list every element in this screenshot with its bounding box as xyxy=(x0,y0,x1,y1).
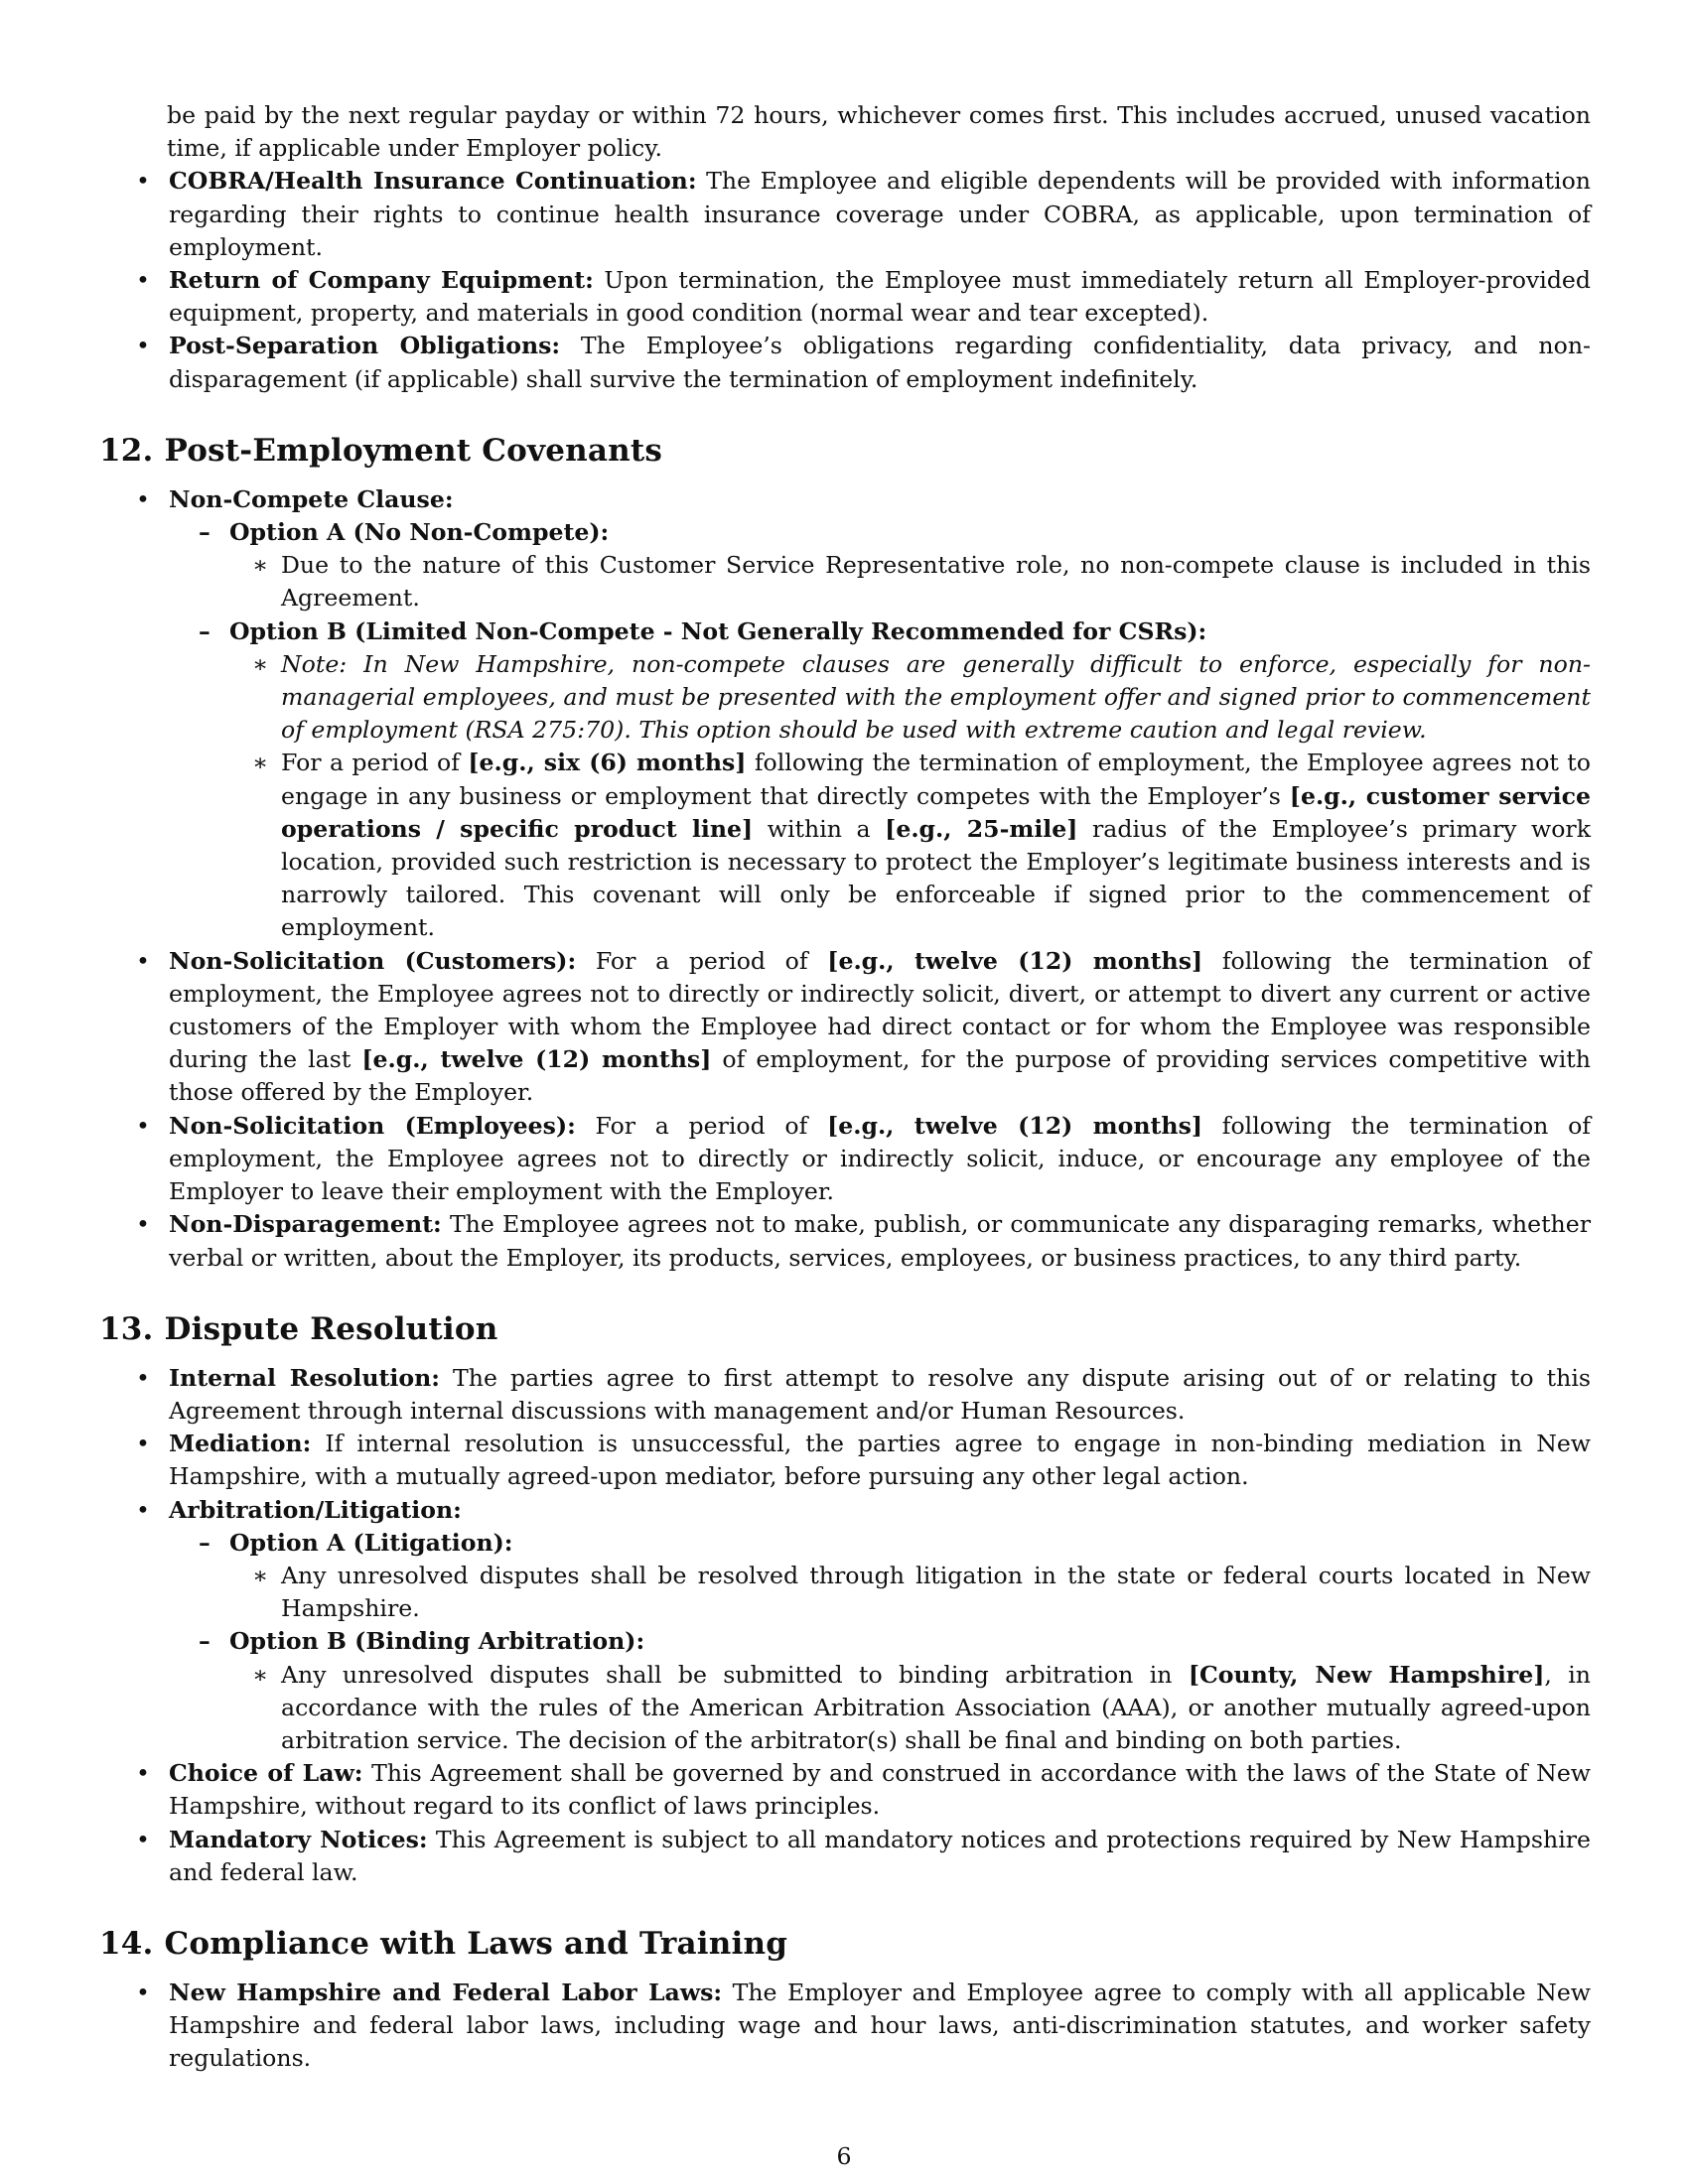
option-label: Option B (Limited Non-Compete - Not Generally Recommended for CSRs): xyxy=(229,616,1207,645)
sub-item xyxy=(281,1659,1591,1758)
item-text: The Employee’s obligations regarding confidentiality, data privacy, and non-disparagement (if applicable) shall survive the termination of employment indefinitely. xyxy=(169,332,1591,393)
section-14-list xyxy=(167,1977,1591,2076)
item-lead: Internal Resolution: xyxy=(169,1363,440,1392)
list-item xyxy=(167,1824,1591,1889)
list-item xyxy=(167,1110,1591,1209)
list-item xyxy=(167,165,1591,264)
item-lead: Arbitration/Litigation: xyxy=(169,1495,462,1524)
option-item xyxy=(229,516,1591,615)
option-list xyxy=(229,516,1591,945)
sub-item xyxy=(281,747,1591,944)
item-text: The Employee agrees not to make, publish, or communicate any disparaging remarks, whether verbal or written, about the Employer, its products, services, employees, or business practices, to any third party. xyxy=(169,1210,1591,1272)
list-item xyxy=(167,1208,1591,1274)
section-13 xyxy=(99,1309,1591,1889)
item-lead: Return of Company Equipment: xyxy=(169,266,594,295)
item-lead: Non-Compete Clause: xyxy=(169,484,454,513)
list-item xyxy=(167,1757,1591,1823)
text-run: For a period of xyxy=(576,946,828,975)
section-12-list xyxy=(167,483,1591,1275)
text-run: within a xyxy=(753,814,886,843)
item-lead: Non-Solicitation (Customers): xyxy=(169,946,577,975)
text-run: , in accordance with the rules of the American Arbitration Association (AAA), or another mutually agreed-upon arbitration service. The decision of the arbitrator(s) shall be final and binding on both parties. xyxy=(281,1660,1591,1754)
document-body xyxy=(99,99,1592,2076)
section-13-list xyxy=(167,1362,1591,1889)
list-item xyxy=(167,1977,1591,2076)
option-item xyxy=(229,1527,1591,1626)
placeholder: [e.g., 25-mile] xyxy=(885,814,1078,843)
page-number: 6 xyxy=(836,2142,852,2170)
item-lead: Mandatory Notices: xyxy=(169,1825,428,1853)
option-item xyxy=(229,615,1591,945)
list-item xyxy=(167,1494,1591,1758)
placeholder: [e.g., twelve (12) months] xyxy=(827,946,1203,975)
text-run: For a period of xyxy=(575,1111,828,1140)
list-item xyxy=(167,945,1591,1110)
placeholder: [e.g., twelve (12) months] xyxy=(361,1045,712,1074)
list-item xyxy=(167,330,1591,395)
item-text: The Employee and eligible dependents will be provided with information regarding their rights to continue health insurance coverage under COBRA, as applicable, upon termination of employment. xyxy=(169,167,1591,261)
item-lead: New Hampshire and Federal Labor Laws: xyxy=(169,1978,723,2006)
option-label: Option A (Litigation): xyxy=(229,1528,513,1557)
option-label: Option B (Binding Arbitration): xyxy=(229,1627,645,1656)
item-lead: COBRA/Health Insurance Continuation: xyxy=(169,167,697,196)
text-run: following the termination of employment, the Employee agrees not to engage in any business or employment that directly competes with the Employer’s xyxy=(281,749,1591,810)
option-label: Option A (No Non-Compete): xyxy=(229,518,610,547)
item-lead: Non-Solicitation (Employees): xyxy=(169,1111,576,1140)
text-run: radius of the Employee’s primary work location, provided such restriction is necessary to protect the Employer’s legitimate business interests and is narrowly tailored. This covenant will only be enforceable if signed prior to the commencement of employment. xyxy=(281,814,1591,942)
item-text: If internal resolution is unsuccessful, the parties agree to engage in non-binding mediation in New Hampshire, with a mutually agreed-upon mediator, before pursuing any other legal action. xyxy=(169,1430,1591,1491)
placeholder: [e.g., six (6) months] xyxy=(468,749,747,777)
text-run: of employment, for the purpose of providing services competitive with those offered by the Employer. xyxy=(169,1045,1591,1107)
item-lead: Post-Separation Obligations: xyxy=(169,332,561,360)
placeholder: [County, New Hampshire] xyxy=(1188,1660,1545,1689)
list-item xyxy=(167,1428,1591,1493)
list-item xyxy=(167,264,1591,330)
option-item xyxy=(229,1625,1591,1757)
termination-list xyxy=(167,165,1591,395)
section-heading: 14. Compliance with Laws and Training xyxy=(99,1925,788,1962)
section-12 xyxy=(99,431,1592,1275)
item-text: This Agreement is subject to all mandatory notices and protections required by New Hampshire and federal law. xyxy=(169,1825,1591,1886)
option-list xyxy=(229,1527,1591,1757)
item-lead: Mediation: xyxy=(169,1430,312,1458)
text-run: following the termination of employment, the Employee agrees not to directly or indirectly solicit, induce, or encourage any employee of the Employer to leave their employment with the Employer. xyxy=(169,1111,1592,1206)
list-item xyxy=(167,483,1591,945)
section-heading: 12. Post-Employment Covenants xyxy=(99,432,663,469)
note-text: Note: In New Hampshire, non-compete clauses are generally difficult to enforce, especially for non-managerial employees, and must be presented with the employment offer and signed prior to commencement of employment (RSA 275:70). This option should be used with extreme caution and legal review. xyxy=(281,649,1591,745)
continuation-text: be paid by the next regular payday or within 72 hours, whichever comes first. This includes accrued, unused vacation time, if applicable under Employer policy. xyxy=(167,101,1591,163)
sub-item xyxy=(281,1560,1591,1625)
item-text: Upon termination, the Employee must immediately return all Employer-provided equipment, property, and materials in good condition (normal wear and tear excepted). xyxy=(169,266,1591,328)
item-text: The Employer and Employee agree to comply with all applicable New Hampshire and federal labor laws, including wage and hour laws, anti-discrimination statutes, and worker safety regulations. xyxy=(169,1978,1591,2073)
sub-text: Any unresolved disputes shall be resolved through litigation in the state or federal courts located in New Hampshire. xyxy=(281,1561,1591,1623)
item-text: The parties agree to first attempt to resolve any dispute arising out of or relating to this Agreement through internal discussions with management and/or Human Resources. xyxy=(169,1363,1591,1425)
item-lead: Non-Disparagement: xyxy=(169,1210,442,1239)
sub-list xyxy=(281,1560,1591,1625)
sub-list xyxy=(281,1659,1591,1758)
text-run: following the termination of employment, the Employee agrees not to directly or indirectly solicit, divert, or attempt to divert any current or active customers of the Employer with whom the Employee had direct contact or for whom the Employee was responsible during the last xyxy=(169,946,1591,1074)
section-14 xyxy=(99,1924,1591,2076)
sub-list xyxy=(281,549,1591,614)
sub-list xyxy=(281,648,1591,945)
sub-item xyxy=(281,549,1591,614)
sub-item xyxy=(281,648,1591,748)
list-item xyxy=(167,1362,1591,1428)
placeholder: [e.g., twelve (12) months] xyxy=(827,1111,1203,1140)
text-run: Any unresolved disputes shall be submitted to binding arbitration in xyxy=(281,1660,1189,1689)
sub-text: Due to the nature of this Customer Service Representative role, no non-compete clause is included in this Agreement. xyxy=(281,551,1591,613)
item-lead: Choice of Law: xyxy=(169,1759,363,1788)
text-run: For a period of xyxy=(281,749,469,777)
section-heading: 13. Dispute Resolution xyxy=(99,1310,498,1347)
placeholder: [e.g., customer service operations / specific product line] xyxy=(281,781,1591,843)
item-text: This Agreement shall be governed by and construed in accordance with the laws of the State of New Hampshire, without regard to its conflict of laws principles. xyxy=(169,1759,1591,1821)
